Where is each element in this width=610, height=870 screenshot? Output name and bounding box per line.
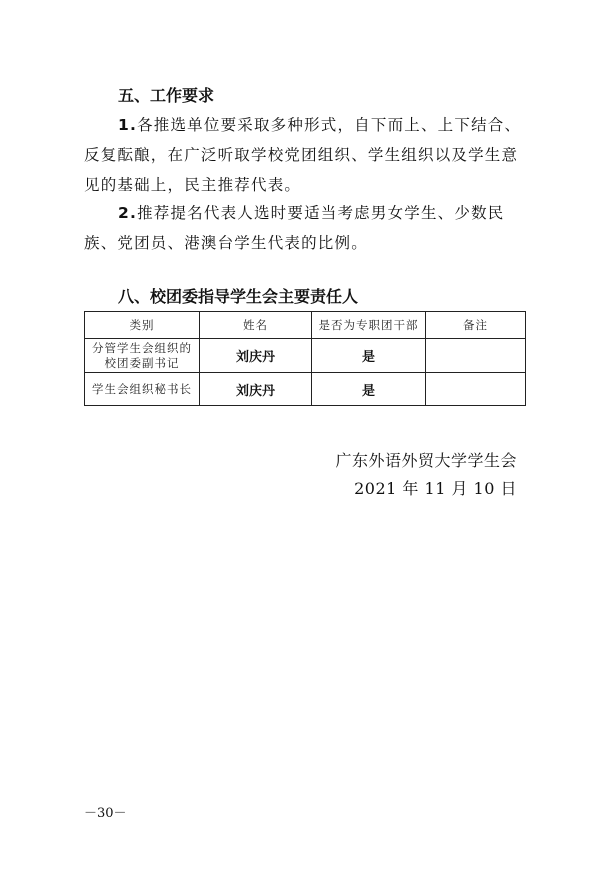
cell-name: 刘庆丹	[200, 339, 312, 373]
paragraph-1-number: 1.	[118, 116, 138, 134]
paragraph-1-text: 各推选单位要采取多种形式，自下而上、上下结合、反复酝酿，在广泛听取学校党团组织、学生组织以及学生意见的基础上，民主推荐代表。	[84, 116, 522, 194]
section-8-heading: 八、校团委指导学生会主要责任人	[118, 287, 359, 306]
cell-name: 刘庆丹	[200, 373, 312, 406]
table-header-row	[85, 312, 526, 339]
paragraph-1	[84, 110, 524, 200]
signature-org: 广东外语外贸大学学生会	[335, 451, 517, 470]
header-name: 姓名	[200, 312, 312, 339]
section-5-heading: 五、工作要求	[118, 86, 215, 105]
cell-fulltime: 是	[312, 339, 426, 373]
page-number: －30－	[84, 806, 127, 821]
cell-fulltime: 是	[312, 373, 426, 406]
cell-category-line2: 校团委副书记	[104, 355, 180, 370]
paragraph-2	[84, 198, 524, 258]
cell-category-line1: 学生会组织秘书长	[92, 381, 192, 396]
cell-category	[85, 339, 200, 373]
cell-remark	[426, 339, 526, 373]
responsible-persons-table	[84, 311, 526, 406]
signature-date: 2021 年 11 月 10 日	[354, 479, 517, 498]
header-fulltime: 是否为专职团干部	[312, 312, 426, 339]
cell-category	[85, 373, 200, 406]
table-row	[85, 373, 526, 406]
paragraph-2-text: 推荐提名代表人选时要适当考虑男女学生、少数民族、党团员、港澳台学生代表的比例。	[84, 204, 505, 252]
header-remark: 备注	[426, 312, 526, 339]
paragraph-2-number: 2.	[118, 204, 138, 222]
table-row	[85, 339, 526, 373]
cell-remark	[426, 373, 526, 406]
header-category: 类别	[85, 312, 200, 339]
cell-category-line1: 分管学生会组织的	[92, 340, 192, 355]
